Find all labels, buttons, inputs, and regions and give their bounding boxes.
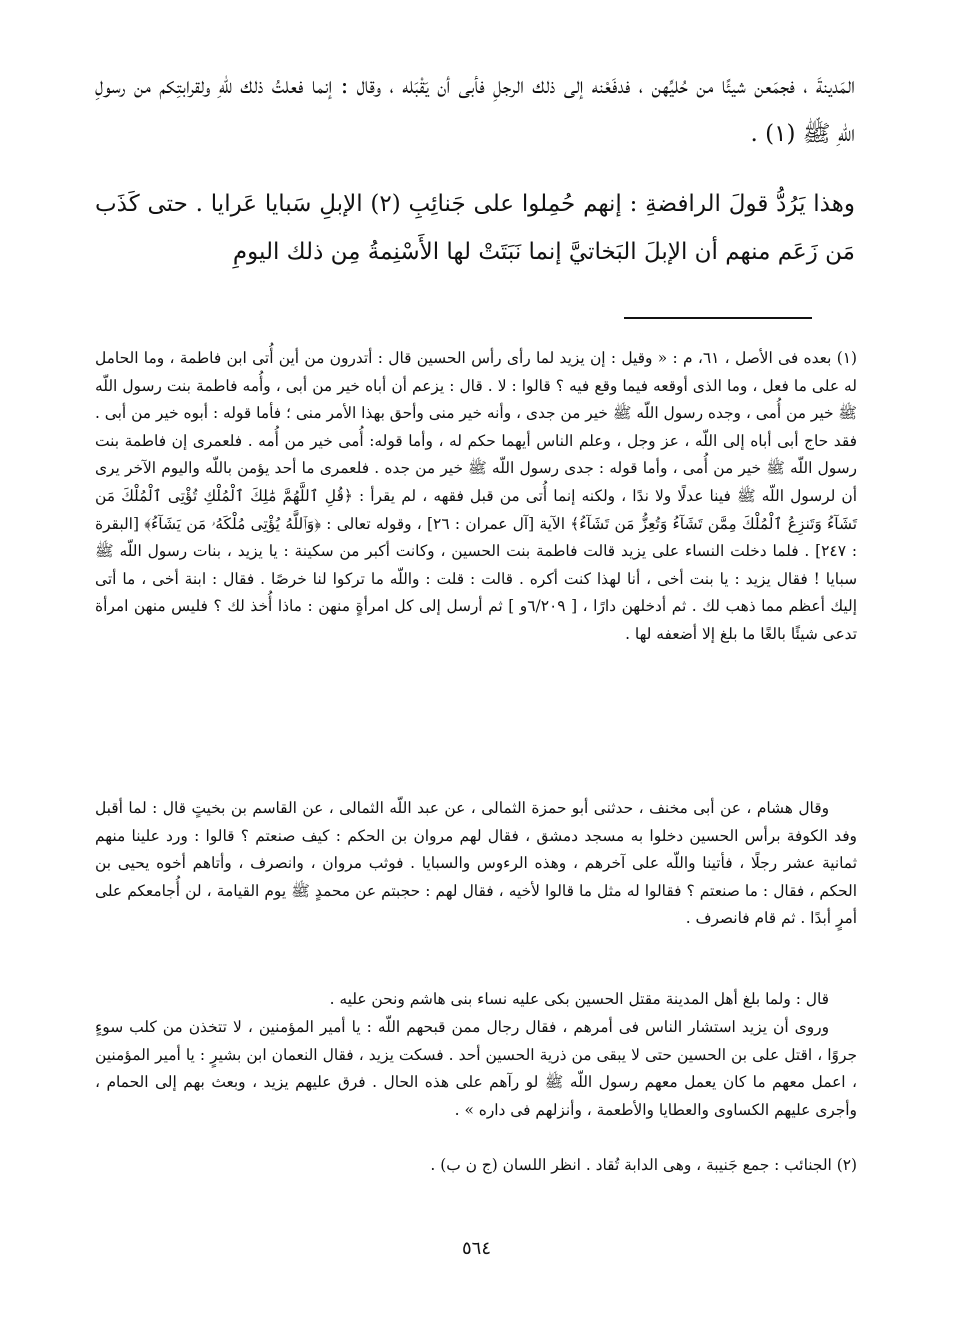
footnote-hisham-text: وقال هشام ، عن أبى مخنف ، حدثنى أبو حمزة الثمالى ، عن عبد اللّه الثمالى ، عن القاسم بن بخيتٍ قال : لما أقبل وفد الكوفة برأس الحسين دخلوا به مسجد دمشق ، فقال لهم مروان بن الحكم : كيف صنعتم ؟ قالوا : ورد علينا منهم ثمانية عشر رجلًا ، فأتينا واللّه على آخرهم ، وهذه الرءوس والسبايا . فوثب مروان ، وانصرف ، وأتاهم أخوه يحيى بن الحكم ، فقال : ما صنعتم ؟ فقالوا له مثل ما قالوا لأخيه ، فقال لهم : حجبتم عن محمدٍ ﷺ يوم القيامة ، لن أُجامعكم على أمرٍ أبدًا . ثم قام فانصرف . [95, 799, 857, 928]
footnote-madina-text: قال : ولما بلغ أهل المدينة مقتل الحسين بكى عليه نساء بنى هاشم ونحن عليه . [329, 990, 829, 1008]
main-text-paragraph-1-text: المَدينةَ ، فجمَعن شيئًا من حُليِّهن ، فدفَعْنه إلى ذلك الرجلِ فأبى أن يَقْبَله ، وقال : إنما فعلتُ ذلك للّهِ ولقرابتِكم من رسولِ اللّهِ ﷺ (١) . [95, 73, 855, 147]
footnote-2-block [95, 1152, 857, 1180]
main-text-paragraph-2 [95, 180, 855, 276]
footnote-1-continuation-hisham [95, 795, 857, 933]
footnote-1-block [95, 345, 857, 649]
main-text-paragraph-1 [95, 62, 855, 158]
footnote-1-continuation-yazid [95, 1014, 857, 1124]
footnote-1-text: (١) بعده فى الأصل ، ٦١، م : « وقيل : إن يزيد لما رأى رأس الحسين قال : أتدرون من أين أُتى ابن فاطمة ، وما الحامل له على ما فعل ، وما الذى أوقعه فيما وقع فيه ؟ قالوا : لا . قال : يزعم أن أباه خير من أبى ، وأُمه فاطمة بنت رسول اللّه ﷺ خير من أُمى ، وجده رسول اللّه ﷺ خير من جدى ، وأنه خير منى وأحق بهذا الأمر منى ؛ فأما قوله : أبوه خير من أبى . فقد حاج أبى أباه إلى اللّه ، عز وجل ، وعلم الناس أيهما حكم له ، وأما قوله: أُمى خير من أُمه . فلعمرى إن فاطمة بنت رسول اللّه ﷺ خير من أُمى ، وأما قوله : جدى رسول اللّه ﷺ خير من جده . فلعمرى ما أحد يؤمن باللّه واليوم الآخر يرى أن لرسول اللّه ﷺ فينا عدلًا ولا ندًا ، ولكنه إنما أُتى من قبل فقهه ، لم يقرأ : ﴿قُلِ ٱللَّهُمَّ مَٰلِكَ ٱلْمُلْكِ تُؤْتِى ٱلْمُلْكَ مَن تَشَآءُ وَتَنزِعُ ٱلْمُلْكَ مِمَّن تَشَآءُ وَتُعِزُّ مَن تَشَآءُ﴾ الآية [آل عمران : ٢٦] ، وقوله تعالى : ﴿وَٱللَّهُ يُؤْتِى مُلْكَهُۥ مَن يَشَآءُ﴾ [البقرة : ٢٤٧] . فلما دخلت النساء على يزيد قالت فاطمة بنت الحسين ، وكانت أكبر من سكينة : يا يزيد ، بنات رسول اللّه ﷺ سبايا ! فقال يزيد : يا بنت أخى ، أنا لهذا كنت أكره . قالت : قلت : واللّه ما تركوا لنا خرصًا . فقال : ابنة أخى ، ما أتى إليك أعظم مما ذهب لك . ثم أدخلهن دارًا ، [ ٦/٢٠٩و ] ثم أرسل إلى كل امرأةٍ منهن : ماذا أُخذ لك ؟ فليس منهن امرأة تدعى شيئًا بالغًا ما بلغ إلا أضعفه لها . [95, 349, 858, 643]
footnote-separator [624, 317, 812, 319]
footnote-yazid-text: وروى أن يزيد استشار الناس فى أمرهم ، فقال رجال ممن قبحهم اللّه : يا أمير المؤمنين ، لا تتخذن من كلب سوءٍ جروًا ، اقتل على بن الحسين حتى لا يبقى من ذرية الحسين أحد . فسكت يزيد ، فقال النعمان ابن بشيرٍ : يا أمير المؤمنين ، اعمل معهم ما كان يعمل معهم رسول اللّه ﷺ لو رآهم على هذه الحال . فرق عليهم يزيد ، وبعث بهم إلى الحمام ، وأجرى عليهم الكساوى والعطايا والأطعمة ، وأنزلهم فى داره » . [95, 1018, 857, 1119]
page-number: ٥٦٤ [461, 1238, 491, 1259]
footnote-1-continuation-madina [95, 986, 857, 1014]
footnote-2-text: (٢) الجنائب : جمع جَنيبة ، وهى الدابة تُقاد . انظر اللسان (ج ن ب) . [430, 1156, 857, 1174]
main-text-paragraph-2-text: وهذا يَرُدُّ قولَ الرافضةِ : إنهم حُمِلوا على جَنائِبِ (٢) الإبلِ سَبايا عَرايا . حتى كَذَب مَن زَعَم منهم أن الإبلَ البَخاتيَّ إنما نَبَتَتْ لها الأَسْنِمةُ مِن ذلك اليومِ [95, 191, 855, 265]
